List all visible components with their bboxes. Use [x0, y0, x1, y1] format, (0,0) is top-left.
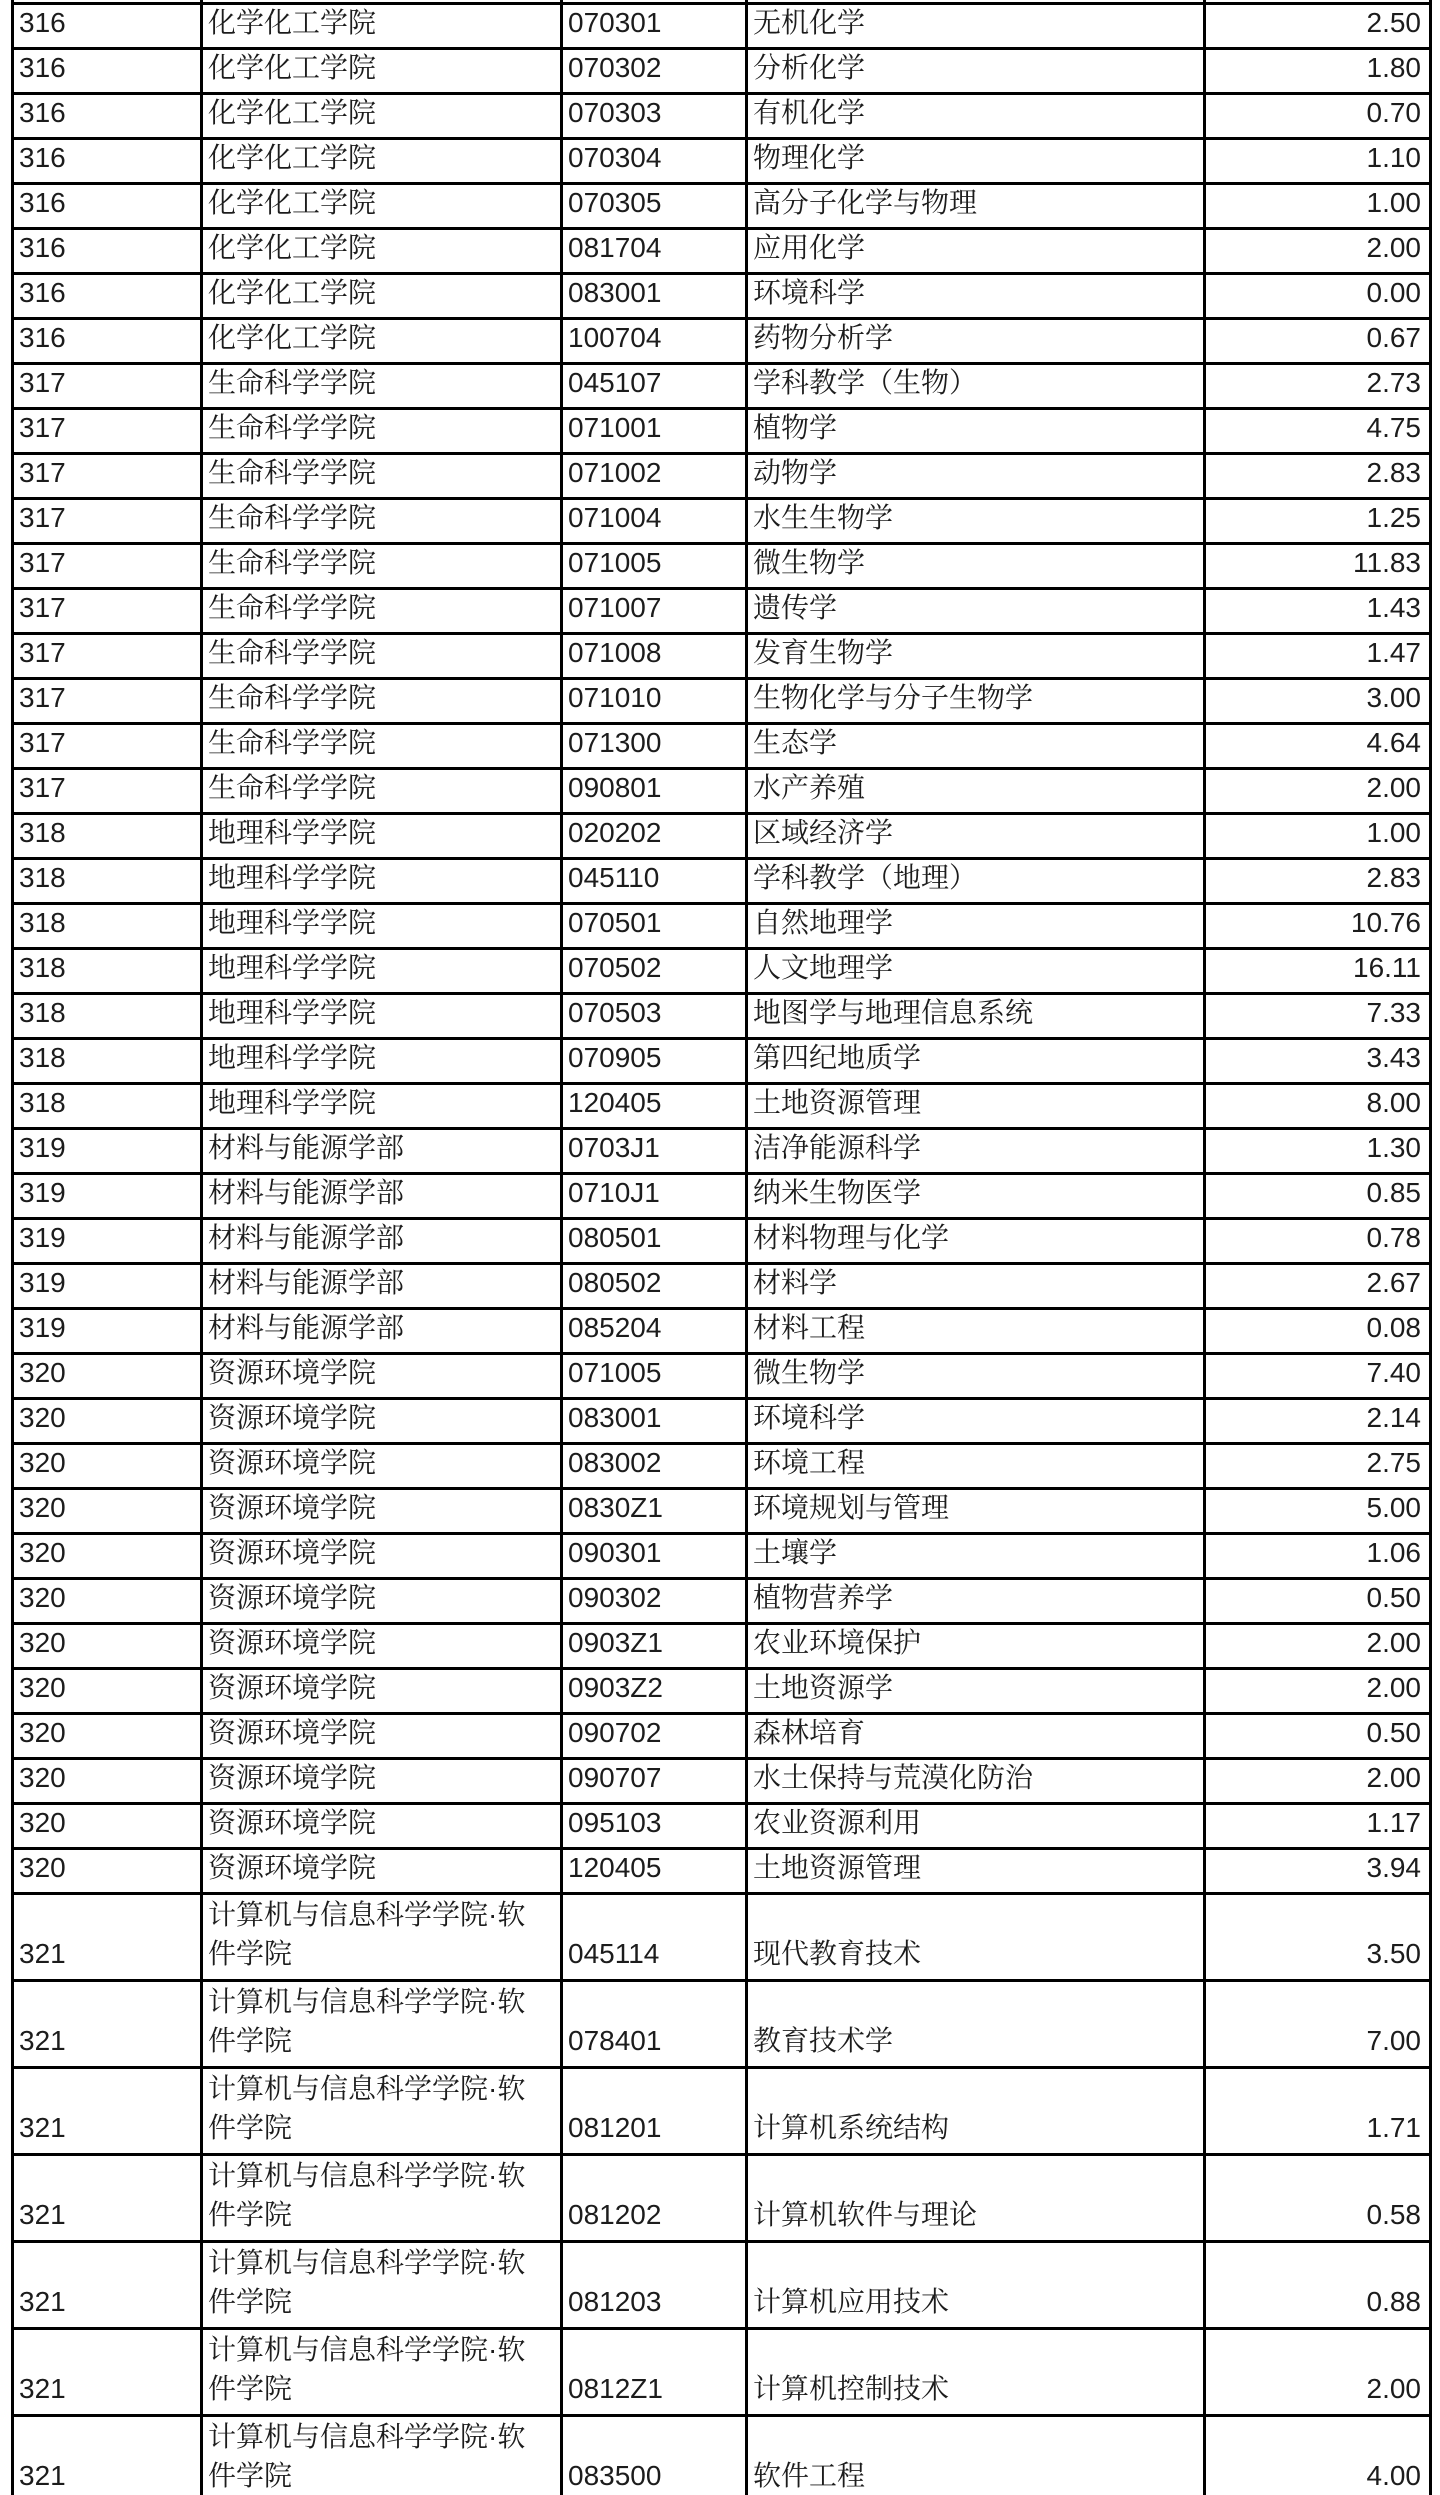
cell-major-name: 动物学	[747, 454, 1205, 499]
cell-college-name: 材料与能源学部	[202, 1219, 562, 1264]
cell-major-name: 植物营养学	[747, 1579, 1205, 1624]
cell-college-code: 320	[13, 1804, 202, 1849]
cell-college-name: 计算机与信息科学学院·软件学院	[202, 2242, 562, 2329]
cell-major-name: 水生生物学	[747, 499, 1205, 544]
cell-college-code: 319	[13, 1264, 202, 1309]
table-row	[13, 2242, 1431, 2329]
cell-ratio-value: 1.43	[1205, 589, 1431, 634]
cell-major-code: 0703J1	[562, 1129, 747, 1174]
cell-ratio-value: 3.00	[1205, 679, 1431, 724]
cell-college-name: 材料与能源学部	[202, 1309, 562, 1354]
cell-college-code: 316	[13, 4, 202, 49]
cell-college-code: 316	[13, 229, 202, 274]
cell-college-name: 生命科学学院	[202, 409, 562, 454]
cell-ratio-value: 1.47	[1205, 634, 1431, 679]
cell-college-code: 317	[13, 679, 202, 724]
cell-college-code: 320	[13, 1669, 202, 1714]
table-row	[13, 364, 1431, 409]
table-row	[13, 904, 1431, 949]
table-row	[13, 949, 1431, 994]
table-row	[13, 1444, 1431, 1489]
cell-major-code: 045110	[562, 859, 747, 904]
cell-major-code: 071005	[562, 544, 747, 589]
table-row	[13, 454, 1431, 499]
cell-major-code: 083002	[562, 1444, 747, 1489]
cell-ratio-value: 0.85	[1205, 1174, 1431, 1219]
cell-major-code: 071001	[562, 409, 747, 454]
cell-college-name: 计算机与信息科学学院·软件学院	[202, 2329, 562, 2416]
cell-college-name: 资源环境学院	[202, 1354, 562, 1399]
cell-major-code: 020202	[562, 814, 747, 859]
cell-college-name: 资源环境学院	[202, 1444, 562, 1489]
cell-college-code: 318	[13, 1039, 202, 1084]
table-row	[13, 859, 1431, 904]
cell-ratio-value: 2.75	[1205, 1444, 1431, 1489]
cell-major-code: 0710J1	[562, 1174, 747, 1219]
cell-ratio-value: 4.00	[1205, 2416, 1431, 2495]
cell-major-code: 090702	[562, 1714, 747, 1759]
cell-major-code: 071005	[562, 1354, 747, 1399]
table-row	[13, 1264, 1431, 1309]
cell-ratio-value: 7.40	[1205, 1354, 1431, 1399]
cell-major-code: 070304	[562, 139, 747, 184]
table-row	[13, 1579, 1431, 1624]
cell-major-code: 045114	[562, 1894, 747, 1981]
cell-ratio-value: 4.75	[1205, 409, 1431, 454]
table-row	[13, 409, 1431, 454]
cell-major-name: 发育生物学	[747, 634, 1205, 679]
cell-college-name: 生命科学学院	[202, 724, 562, 769]
cell-college-name: 化学化工学院	[202, 319, 562, 364]
cell-major-name: 计算机系统结构	[747, 2068, 1205, 2155]
cell-ratio-value: 1.06	[1205, 1534, 1431, 1579]
cell-major-code: 090801	[562, 769, 747, 814]
cell-college-name: 资源环境学院	[202, 1534, 562, 1579]
cell-college-name: 材料与能源学部	[202, 1129, 562, 1174]
cell-college-name: 生命科学学院	[202, 769, 562, 814]
cell-college-name: 地理科学学院	[202, 994, 562, 1039]
cell-major-code: 120405	[562, 1084, 747, 1129]
cell-ratio-value: 0.50	[1205, 1714, 1431, 1759]
table-row	[13, 1354, 1431, 1399]
table-row	[13, 2155, 1431, 2242]
cell-major-code: 090301	[562, 1534, 747, 1579]
cell-major-code: 070502	[562, 949, 747, 994]
cell-major-name: 计算机控制技术	[747, 2329, 1205, 2416]
table-row	[13, 94, 1431, 139]
table-row	[13, 1084, 1431, 1129]
cell-ratio-value: 1.10	[1205, 139, 1431, 184]
cell-major-name: 人文地理学	[747, 949, 1205, 994]
cell-ratio-value: 1.80	[1205, 49, 1431, 94]
cell-major-name: 材料工程	[747, 1309, 1205, 1354]
table-row	[13, 634, 1431, 679]
cell-college-name: 计算机与信息科学学院·软件学院	[202, 1894, 562, 1981]
table-row	[13, 2416, 1431, 2495]
cell-college-code: 321	[13, 2068, 202, 2155]
cell-major-code: 120405	[562, 1849, 747, 1894]
cell-major-code: 090302	[562, 1579, 747, 1624]
cell-college-code: 320	[13, 1579, 202, 1624]
cell-college-code: 317	[13, 499, 202, 544]
cell-major-code: 070501	[562, 904, 747, 949]
cell-college-code: 321	[13, 1981, 202, 2068]
cell-major-name: 应用化学	[747, 229, 1205, 274]
cell-ratio-value: 2.00	[1205, 229, 1431, 274]
cell-ratio-value: 2.14	[1205, 1399, 1431, 1444]
table-row	[13, 2068, 1431, 2155]
cell-college-code: 320	[13, 1354, 202, 1399]
cell-major-name: 计算机软件与理论	[747, 2155, 1205, 2242]
table-row	[13, 184, 1431, 229]
table-row	[13, 274, 1431, 319]
cell-major-code: 071004	[562, 499, 747, 544]
cell-ratio-value: 2.00	[1205, 1669, 1431, 1714]
cell-major-name: 土壤学	[747, 1534, 1205, 1579]
cell-major-code: 071010	[562, 679, 747, 724]
cell-college-name: 地理科学学院	[202, 814, 562, 859]
table-row	[13, 994, 1431, 1039]
cell-ratio-value: 2.83	[1205, 859, 1431, 904]
cell-college-code: 320	[13, 1849, 202, 1894]
cell-major-name: 环境规划与管理	[747, 1489, 1205, 1534]
table-row	[13, 4, 1431, 49]
cell-ratio-value: 0.00	[1205, 274, 1431, 319]
cell-major-code: 080502	[562, 1264, 747, 1309]
cell-college-name: 化学化工学院	[202, 229, 562, 274]
cell-major-code: 071300	[562, 724, 747, 769]
cell-major-name: 物理化学	[747, 139, 1205, 184]
cell-college-code: 320	[13, 1624, 202, 1669]
cell-ratio-value: 1.00	[1205, 814, 1431, 859]
cell-college-code: 318	[13, 1084, 202, 1129]
table-row	[13, 724, 1431, 769]
cell-major-name: 纳米生物医学	[747, 1174, 1205, 1219]
cell-ratio-value: 2.83	[1205, 454, 1431, 499]
cell-college-code: 317	[13, 454, 202, 499]
cell-college-code: 317	[13, 364, 202, 409]
cell-college-code: 316	[13, 319, 202, 364]
cell-college-code: 316	[13, 94, 202, 139]
cell-major-name: 农业资源利用	[747, 1804, 1205, 1849]
cell-ratio-value: 0.67	[1205, 319, 1431, 364]
cell-major-code: 070305	[562, 184, 747, 229]
cell-ratio-value: 2.00	[1205, 2329, 1431, 2416]
cell-college-code: 319	[13, 1219, 202, 1264]
cell-college-code: 319	[13, 1174, 202, 1219]
cell-major-name: 材料学	[747, 1264, 1205, 1309]
cell-ratio-value: 1.71	[1205, 2068, 1431, 2155]
cell-major-name: 微生物学	[747, 1354, 1205, 1399]
cell-college-name: 资源环境学院	[202, 1669, 562, 1714]
cell-college-code: 320	[13, 1534, 202, 1579]
table-row	[13, 679, 1431, 724]
table-row	[13, 1624, 1431, 1669]
cell-college-name: 地理科学学院	[202, 859, 562, 904]
cell-ratio-value: 0.58	[1205, 2155, 1431, 2242]
cell-ratio-value: 4.64	[1205, 724, 1431, 769]
table-row	[13, 1129, 1431, 1174]
cell-major-name: 第四纪地质学	[747, 1039, 1205, 1084]
cell-major-name: 水土保持与荒漠化防治	[747, 1759, 1205, 1804]
cell-college-code: 319	[13, 1309, 202, 1354]
table-row	[13, 229, 1431, 274]
table-row	[13, 1849, 1431, 1894]
cell-major-code: 083500	[562, 2416, 747, 2495]
cell-major-name: 生态学	[747, 724, 1205, 769]
cell-ratio-value: 2.00	[1205, 1624, 1431, 1669]
cell-ratio-value: 0.88	[1205, 2242, 1431, 2329]
table-row	[13, 814, 1431, 859]
cell-major-name: 自然地理学	[747, 904, 1205, 949]
table-row	[13, 1669, 1431, 1714]
cell-ratio-value: 2.50	[1205, 4, 1431, 49]
cell-college-code: 318	[13, 949, 202, 994]
cell-major-name: 分析化学	[747, 49, 1205, 94]
cell-major-code: 071002	[562, 454, 747, 499]
cell-major-code: 0903Z2	[562, 1669, 747, 1714]
cell-ratio-value: 10.76	[1205, 904, 1431, 949]
cell-major-code: 070302	[562, 49, 747, 94]
cell-college-name: 化学化工学院	[202, 274, 562, 319]
cell-major-name: 现代教育技术	[747, 1894, 1205, 1981]
table-row	[13, 1534, 1431, 1579]
cell-college-code: 319	[13, 1129, 202, 1174]
cell-major-name: 环境工程	[747, 1444, 1205, 1489]
cell-ratio-value: 2.73	[1205, 364, 1431, 409]
cell-ratio-value: 1.25	[1205, 499, 1431, 544]
cell-college-name: 资源环境学院	[202, 1759, 562, 1804]
cell-major-code: 070503	[562, 994, 747, 1039]
cell-major-name: 植物学	[747, 409, 1205, 454]
cell-major-code: 095103	[562, 1804, 747, 1849]
cell-ratio-value: 0.50	[1205, 1579, 1431, 1624]
cell-major-code: 078401	[562, 1981, 747, 2068]
cell-college-name: 地理科学学院	[202, 904, 562, 949]
cell-major-code: 0903Z1	[562, 1624, 747, 1669]
cell-college-code: 318	[13, 994, 202, 1039]
table-row	[13, 1309, 1431, 1354]
cell-college-code: 316	[13, 274, 202, 319]
cell-ratio-value: 2.67	[1205, 1264, 1431, 1309]
cell-college-name: 生命科学学院	[202, 634, 562, 679]
cell-college-code: 321	[13, 2242, 202, 2329]
cell-college-name: 资源环境学院	[202, 1804, 562, 1849]
cell-major-code: 0812Z1	[562, 2329, 747, 2416]
cell-major-code: 070301	[562, 4, 747, 49]
cell-major-name: 土地资源管理	[747, 1849, 1205, 1894]
cell-college-code: 320	[13, 1399, 202, 1444]
cell-college-name: 材料与能源学部	[202, 1174, 562, 1219]
cell-college-name: 资源环境学院	[202, 1624, 562, 1669]
cell-college-code: 317	[13, 409, 202, 454]
cell-college-name: 资源环境学院	[202, 1714, 562, 1759]
cell-ratio-value: 0.78	[1205, 1219, 1431, 1264]
cell-college-code: 316	[13, 139, 202, 184]
cell-ratio-value: 7.00	[1205, 1981, 1431, 2068]
cell-major-name: 土地资源学	[747, 1669, 1205, 1714]
cell-college-code: 318	[13, 859, 202, 904]
cell-college-name: 生命科学学院	[202, 454, 562, 499]
cell-college-code: 320	[13, 1489, 202, 1534]
cell-college-name: 计算机与信息科学学院·软件学院	[202, 2416, 562, 2495]
cell-college-name: 化学化工学院	[202, 139, 562, 184]
cell-major-name: 环境科学	[747, 274, 1205, 319]
cell-college-name: 化学化工学院	[202, 49, 562, 94]
cell-major-code: 100704	[562, 319, 747, 364]
cell-major-code: 071007	[562, 589, 747, 634]
cell-major-name: 软件工程	[747, 2416, 1205, 2495]
cell-major-name: 森林培育	[747, 1714, 1205, 1759]
table-body	[13, 0, 1431, 2495]
cell-college-name: 生命科学学院	[202, 364, 562, 409]
cell-college-code: 316	[13, 49, 202, 94]
cell-ratio-value: 2.00	[1205, 1759, 1431, 1804]
cell-college-name: 地理科学学院	[202, 949, 562, 994]
cell-college-name: 计算机与信息科学学院·软件学院	[202, 1981, 562, 2068]
cell-major-name: 农业环境保护	[747, 1624, 1205, 1669]
table-row	[13, 2329, 1431, 2416]
table-row	[13, 1981, 1431, 2068]
cell-ratio-value: 1.17	[1205, 1804, 1431, 1849]
cell-college-name: 资源环境学院	[202, 1849, 562, 1894]
table-row	[13, 1219, 1431, 1264]
cell-college-code: 321	[13, 2155, 202, 2242]
cell-major-code: 070905	[562, 1039, 747, 1084]
cell-college-code: 317	[13, 589, 202, 634]
cell-major-name: 微生物学	[747, 544, 1205, 589]
table-row	[13, 1759, 1431, 1804]
cell-ratio-value: 3.94	[1205, 1849, 1431, 1894]
cell-major-code: 083001	[562, 1399, 747, 1444]
table-row	[13, 589, 1431, 634]
cell-major-code: 081201	[562, 2068, 747, 2155]
cell-major-name: 药物分析学	[747, 319, 1205, 364]
cell-college-code: 317	[13, 724, 202, 769]
cell-major-name: 学科教学（地理）	[747, 859, 1205, 904]
table-row	[13, 769, 1431, 814]
cell-college-code: 321	[13, 1894, 202, 1981]
cell-major-code: 081202	[562, 2155, 747, 2242]
cell-major-name: 区域经济学	[747, 814, 1205, 859]
cell-college-code: 318	[13, 904, 202, 949]
cell-college-code: 317	[13, 769, 202, 814]
cell-major-code: 083001	[562, 274, 747, 319]
cell-college-name: 资源环境学院	[202, 1489, 562, 1534]
cell-ratio-value: 8.00	[1205, 1084, 1431, 1129]
cell-major-code: 0830Z1	[562, 1489, 747, 1534]
cell-major-code: 070303	[562, 94, 747, 139]
cell-college-code: 317	[13, 634, 202, 679]
cell-ratio-value: 5.00	[1205, 1489, 1431, 1534]
cell-ratio-value: 2.00	[1205, 769, 1431, 814]
cell-college-name: 生命科学学院	[202, 589, 562, 634]
table-row	[13, 499, 1431, 544]
admissions-table	[11, 0, 1432, 2495]
cell-ratio-value: 16.11	[1205, 949, 1431, 994]
cell-major-code: 085204	[562, 1309, 747, 1354]
cell-major-name: 土地资源管理	[747, 1084, 1205, 1129]
cell-major-name: 教育技术学	[747, 1981, 1205, 2068]
cell-major-name: 材料物理与化学	[747, 1219, 1205, 1264]
table-row	[13, 544, 1431, 589]
cell-college-name: 化学化工学院	[202, 4, 562, 49]
cell-college-code: 321	[13, 2416, 202, 2495]
cell-major-name: 高分子化学与物理	[747, 184, 1205, 229]
cell-major-code: 090707	[562, 1759, 747, 1804]
cell-major-name: 计算机应用技术	[747, 2242, 1205, 2329]
table-row	[13, 1399, 1431, 1444]
cell-college-code: 317	[13, 544, 202, 589]
cell-major-code: 081704	[562, 229, 747, 274]
table-row	[13, 1174, 1431, 1219]
cell-college-name: 资源环境学院	[202, 1579, 562, 1624]
table-row	[13, 139, 1431, 184]
cell-ratio-value: 7.33	[1205, 994, 1431, 1039]
cell-major-code: 071008	[562, 634, 747, 679]
cell-college-code: 320	[13, 1714, 202, 1759]
cell-major-code: 081203	[562, 2242, 747, 2329]
table-row	[13, 319, 1431, 364]
table-row	[13, 1894, 1431, 1981]
cell-major-name: 遗传学	[747, 589, 1205, 634]
cell-ratio-value: 1.30	[1205, 1129, 1431, 1174]
cell-college-name: 生命科学学院	[202, 679, 562, 724]
table-row	[13, 1489, 1431, 1534]
cell-major-name: 环境科学	[747, 1399, 1205, 1444]
cell-college-name: 材料与能源学部	[202, 1264, 562, 1309]
cell-ratio-value: 11.83	[1205, 544, 1431, 589]
cell-major-code: 080501	[562, 1219, 747, 1264]
cell-major-name: 无机化学	[747, 4, 1205, 49]
cell-college-code: 316	[13, 184, 202, 229]
cell-college-name: 计算机与信息科学学院·软件学院	[202, 2068, 562, 2155]
cell-college-name: 化学化工学院	[202, 184, 562, 229]
cell-college-name: 资源环境学院	[202, 1399, 562, 1444]
cell-ratio-value: 3.50	[1205, 1894, 1431, 1981]
cell-ratio-value: 1.00	[1205, 184, 1431, 229]
cell-ratio-value: 3.43	[1205, 1039, 1431, 1084]
cell-college-name: 计算机与信息科学学院·软件学院	[202, 2155, 562, 2242]
cell-college-code: 321	[13, 2329, 202, 2416]
cell-major-name: 地图学与地理信息系统	[747, 994, 1205, 1039]
cell-college-code: 318	[13, 814, 202, 859]
cell-major-name: 有机化学	[747, 94, 1205, 139]
cell-ratio-value: 0.70	[1205, 94, 1431, 139]
cell-major-name: 生物化学与分子生物学	[747, 679, 1205, 724]
cell-ratio-value: 0.08	[1205, 1309, 1431, 1354]
cell-college-name: 生命科学学院	[202, 544, 562, 589]
table-row	[13, 1804, 1431, 1849]
cell-college-name: 生命科学学院	[202, 499, 562, 544]
table-row	[13, 1714, 1431, 1759]
cell-college-name: 地理科学学院	[202, 1084, 562, 1129]
cell-college-name: 地理科学学院	[202, 1039, 562, 1084]
table-row	[13, 49, 1431, 94]
cell-major-name: 学科教学（生物）	[747, 364, 1205, 409]
cell-college-code: 320	[13, 1444, 202, 1489]
cell-major-code: 045107	[562, 364, 747, 409]
cell-major-name: 洁净能源科学	[747, 1129, 1205, 1174]
cell-college-code: 320	[13, 1759, 202, 1804]
cell-college-name: 化学化工学院	[202, 94, 562, 139]
table-row	[13, 1039, 1431, 1084]
cell-major-name: 水产养殖	[747, 769, 1205, 814]
